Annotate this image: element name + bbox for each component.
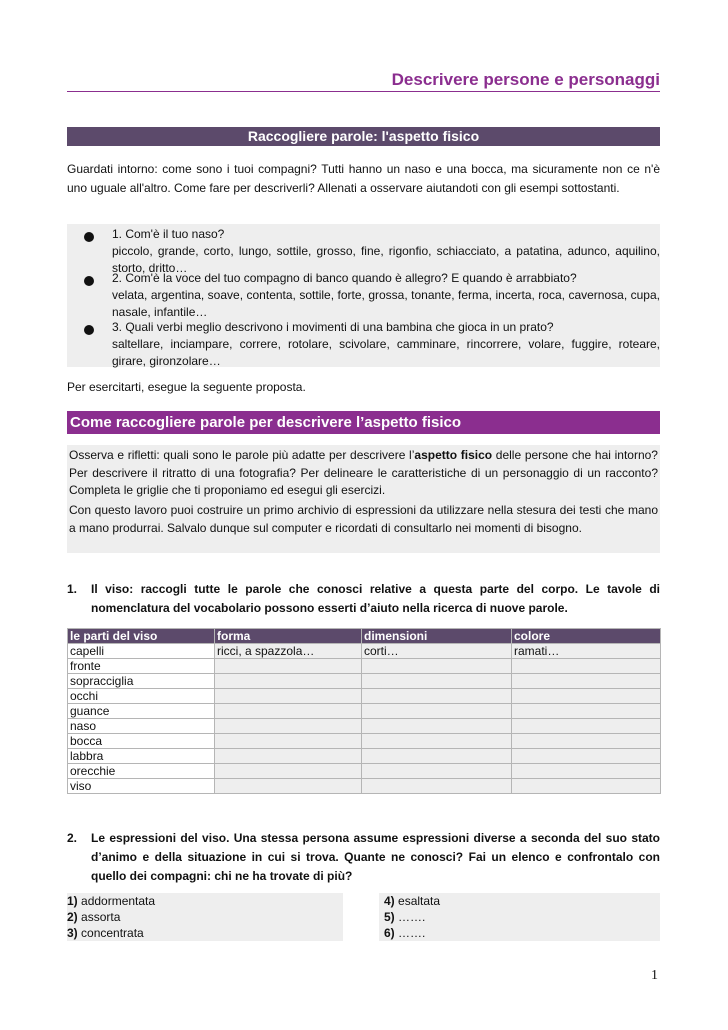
header-rule bbox=[67, 91, 660, 92]
table-cell[interactable] bbox=[215, 704, 362, 719]
table-row bbox=[68, 704, 661, 719]
table-cell[interactable] bbox=[215, 749, 362, 764]
table-cell[interactable] bbox=[512, 689, 661, 704]
question-answers: piccolo, grande, corto, lungo, sottile, grosso, fine, rigonfio, schiacciato, a patatina, adunco, aquilino, storto, dritto… bbox=[112, 243, 660, 275]
column-header: forma bbox=[215, 629, 362, 644]
item-number: 2) bbox=[67, 910, 78, 924]
item-value[interactable]: assorta bbox=[81, 910, 121, 924]
bold-term: aspetto fisico bbox=[414, 448, 493, 462]
text-span: delle persone che hai intorno? Per descrivere il ritratto di una fotografia? Per delineare le caratteristiche di un personaggio di un racconto? Completa le griglie che ti proponiamo ed esegui gli esercizi. bbox=[69, 448, 658, 497]
table-cell[interactable] bbox=[215, 779, 362, 794]
item-value[interactable]: addormentata bbox=[81, 894, 156, 908]
table-cell[interactable] bbox=[215, 659, 362, 674]
table-cell[interactable] bbox=[362, 704, 512, 719]
row-label: sopracciglia bbox=[68, 674, 215, 689]
table-cell[interactable] bbox=[215, 719, 362, 734]
exercise-text: Il viso: raccogli tutte le parole che conosci relative a questa parte del corpo. Le tavole di nomenclatura del vocabolario possono esserti d’aiuto nella ricerca di nuove parole. bbox=[91, 582, 660, 615]
table-cell[interactable]: ricci, a spazzola… bbox=[215, 644, 362, 659]
bullet-icon bbox=[84, 325, 94, 335]
table-row bbox=[68, 659, 661, 674]
table-row bbox=[68, 749, 661, 764]
section-1-intro: Guardati intorno: come sono i tuoi compagni? Tutti hanno un naso e una bocca, ma sicuramente non ce n'è uno uguale all'altro. Come fare per descriverli? Allenati a osservare aiutandoti con gli esempi sottostanti. bbox=[67, 162, 660, 195]
table-cell[interactable] bbox=[512, 734, 661, 749]
item-value[interactable]: esaltata bbox=[398, 894, 441, 908]
row-label: labbra bbox=[68, 749, 215, 764]
list-item bbox=[67, 925, 660, 941]
row-label: occhi bbox=[68, 689, 215, 704]
section-1-heading: Raccogliere parole: l'aspetto fisico bbox=[67, 127, 660, 146]
exercise-number: 2. bbox=[67, 831, 78, 845]
table-cell[interactable] bbox=[362, 674, 512, 689]
table-row bbox=[68, 719, 661, 734]
item-number: 3) bbox=[67, 926, 78, 940]
observation-paragraph-1 bbox=[69, 447, 658, 500]
question-item bbox=[112, 319, 660, 369]
row-label: naso bbox=[68, 719, 215, 734]
questions-box bbox=[67, 224, 660, 367]
list-item bbox=[67, 893, 660, 909]
table-row bbox=[68, 689, 661, 704]
item-number: 5) bbox=[384, 910, 395, 924]
table-cell[interactable] bbox=[215, 734, 362, 749]
table-row bbox=[68, 779, 661, 794]
question-item bbox=[112, 270, 660, 320]
item-number: 6) bbox=[384, 926, 395, 940]
column-header: dimensioni bbox=[362, 629, 512, 644]
exercise-number: 1. bbox=[67, 582, 78, 596]
table-cell[interactable] bbox=[362, 719, 512, 734]
observation-box bbox=[67, 445, 660, 553]
table-cell[interactable] bbox=[362, 779, 512, 794]
table-row bbox=[68, 644, 661, 659]
column-header: le parti del viso bbox=[68, 629, 215, 644]
table-header-row bbox=[68, 629, 661, 644]
bullet-icon bbox=[84, 276, 94, 286]
proposal-text: Per esercitarti, esegue la seguente proposta. bbox=[67, 380, 306, 394]
item-value[interactable]: ……. bbox=[398, 926, 426, 940]
question-text: 2. Com'è la voce del tuo compagno di banco quando è allegro? E quando è arrabbiato? bbox=[112, 271, 577, 285]
exercise-text: Le espressioni del viso. Una stessa persona assume espressioni diverse a seconda del suo stato d’animo e della situazione in cui si trova. Quante ne conosci? Fai un elenco e confrontalo con quello dei compagni: chi ne ha trovate di più? bbox=[91, 831, 660, 883]
table-cell[interactable] bbox=[512, 719, 661, 734]
table-row bbox=[68, 764, 661, 779]
table-row bbox=[68, 734, 661, 749]
table-cell[interactable] bbox=[215, 674, 362, 689]
row-label: bocca bbox=[68, 734, 215, 749]
row-label: orecchie bbox=[68, 764, 215, 779]
table-cell[interactable]: corti… bbox=[362, 644, 512, 659]
table-cell[interactable] bbox=[512, 704, 661, 719]
section-2-heading bbox=[67, 411, 660, 434]
table-cell[interactable] bbox=[512, 674, 661, 689]
row-label: viso bbox=[68, 779, 215, 794]
question-text: 3. Quali verbi meglio descrivono i movimenti di una bambina che gioca in un prato? bbox=[112, 320, 554, 334]
table-cell[interactable] bbox=[512, 749, 661, 764]
column-header: colore bbox=[512, 629, 661, 644]
row-label: fronte bbox=[68, 659, 215, 674]
table-cell[interactable] bbox=[362, 764, 512, 779]
table-cell[interactable] bbox=[362, 689, 512, 704]
table-row bbox=[68, 674, 661, 689]
table-cell[interactable] bbox=[512, 779, 661, 794]
table-cell[interactable] bbox=[362, 749, 512, 764]
item-number: 4) bbox=[384, 894, 395, 908]
question-answers: velata, argentina, soave, contenta, sottile, forte, grossa, tonante, ferma, incerta, roca, cavernosa, cupa, nasale, infantile… bbox=[112, 287, 660, 319]
table-cell[interactable] bbox=[215, 764, 362, 779]
text-span: Osserva e rifletti: quali sono le parole più adatte per descrivere l’ bbox=[69, 448, 415, 462]
table-cell[interactable] bbox=[362, 659, 512, 674]
question-item bbox=[112, 226, 660, 276]
item-value[interactable]: concentrata bbox=[81, 926, 144, 940]
item-value[interactable]: ……. bbox=[398, 910, 426, 924]
row-label: guance bbox=[68, 704, 215, 719]
table-cell[interactable] bbox=[512, 659, 661, 674]
page-number: 1 bbox=[651, 968, 658, 983]
table-cell[interactable] bbox=[215, 689, 362, 704]
bullet-icon bbox=[84, 232, 94, 242]
question-answers: saltellare, inciampare, correre, rotolare, scivolare, camminare, rincorrere, volare, fuggire, roteare, girare, gironzolare… bbox=[112, 336, 660, 368]
face-parts-table bbox=[67, 628, 661, 794]
table-cell[interactable]: ramati… bbox=[512, 644, 661, 659]
table-cell[interactable] bbox=[512, 764, 661, 779]
question-text: 1. Com'è il tuo naso? bbox=[112, 227, 225, 241]
section-2-title: Come raccogliere parole per descrivere l’aspetto fisico bbox=[70, 414, 461, 431]
document-title: Descrivere persone e personaggi bbox=[391, 70, 660, 89]
item-number: 1) bbox=[67, 894, 78, 908]
table-cell[interactable] bbox=[362, 734, 512, 749]
observation-paragraph-2: Con questo lavoro puoi costruire un primo archivio di espressioni da utilizzare nella stesura dei testi che mano a mano produrrai. Salvalo dunque sul computer e ricordati di consultarlo nei momenti di bisogno. bbox=[69, 503, 658, 535]
row-label: capelli bbox=[68, 644, 215, 659]
list-item bbox=[67, 909, 660, 925]
